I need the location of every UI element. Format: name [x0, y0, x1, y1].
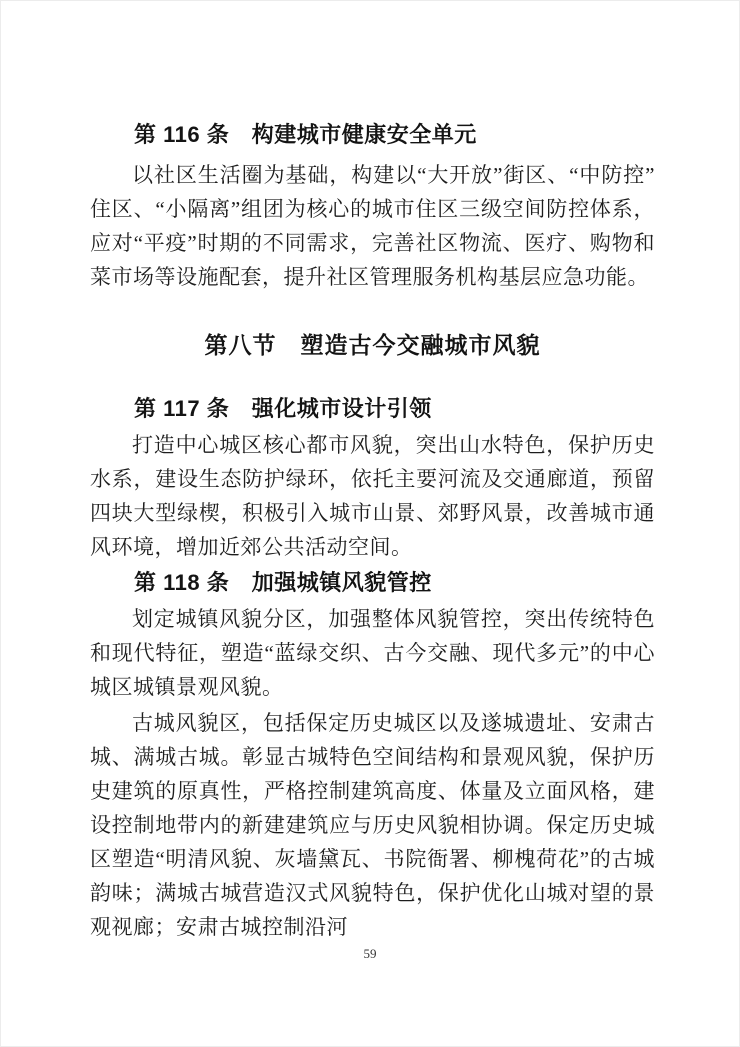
article-116-heading: 第 116 条 构建城市健康安全单元 — [134, 122, 477, 147]
article-118-heading: 第 118 条 加强城镇风貌管控 — [134, 570, 432, 595]
article-118-paragraph-1: 划定城镇风貌分区，加强整体风貌管控，突出传统特色和现代特征，塑造“蓝绿交织、古今交融、现代多元”的中心城区城镇景观风貌。 — [90, 607, 655, 699]
section-8-heading: 第八节 塑造古今交融城市风貌 — [204, 332, 541, 358]
article-116-paragraph: 以社区生活圈为基础，构建以“大开放”街区、“中防控”住区、“小隔离”组团为核心的城市住区三级空间防控体系，应对“平疫”时期的不同需求，完善社区物流、医疗、购物和菜市场等设施配套，提升社区管理服务机构基层应急功能。 — [90, 163, 655, 289]
article-117-paragraph: 打造中心城区核心都市风貌，突出山水特色，保护历史水系，建设生态防护绿环，依托主要河流及交通廊道，预留四块大型绿楔，积极引入城市山景、郊野风景，改善城市通风环境，增加近郊公共活动空间。 — [90, 433, 655, 559]
document-content — [90, 118, 655, 944]
article-117-heading: 第 117 条 强化城市设计引领 — [134, 396, 432, 421]
page-number: 59 — [363, 946, 377, 961]
article-118-paragraph-2: 古城风貌区，包括保定历史城区以及遂城遗址、安肃古城、满城古城。彰显古城特色空间结构和景观风貌，保护历史建筑的原真性，严格控制建筑高度、体量及立面风格，建设控制地带内的新建建筑应与历史风貌相协调。保定历史城区塑造“明清风貌、灰墙黛瓦、书院衙署、柳槐荷花”的古城韵味；满城古城营造汉式风貌特色，保护优化山城对望的景观视廊；安肃古城控制沿河 — [90, 711, 655, 939]
